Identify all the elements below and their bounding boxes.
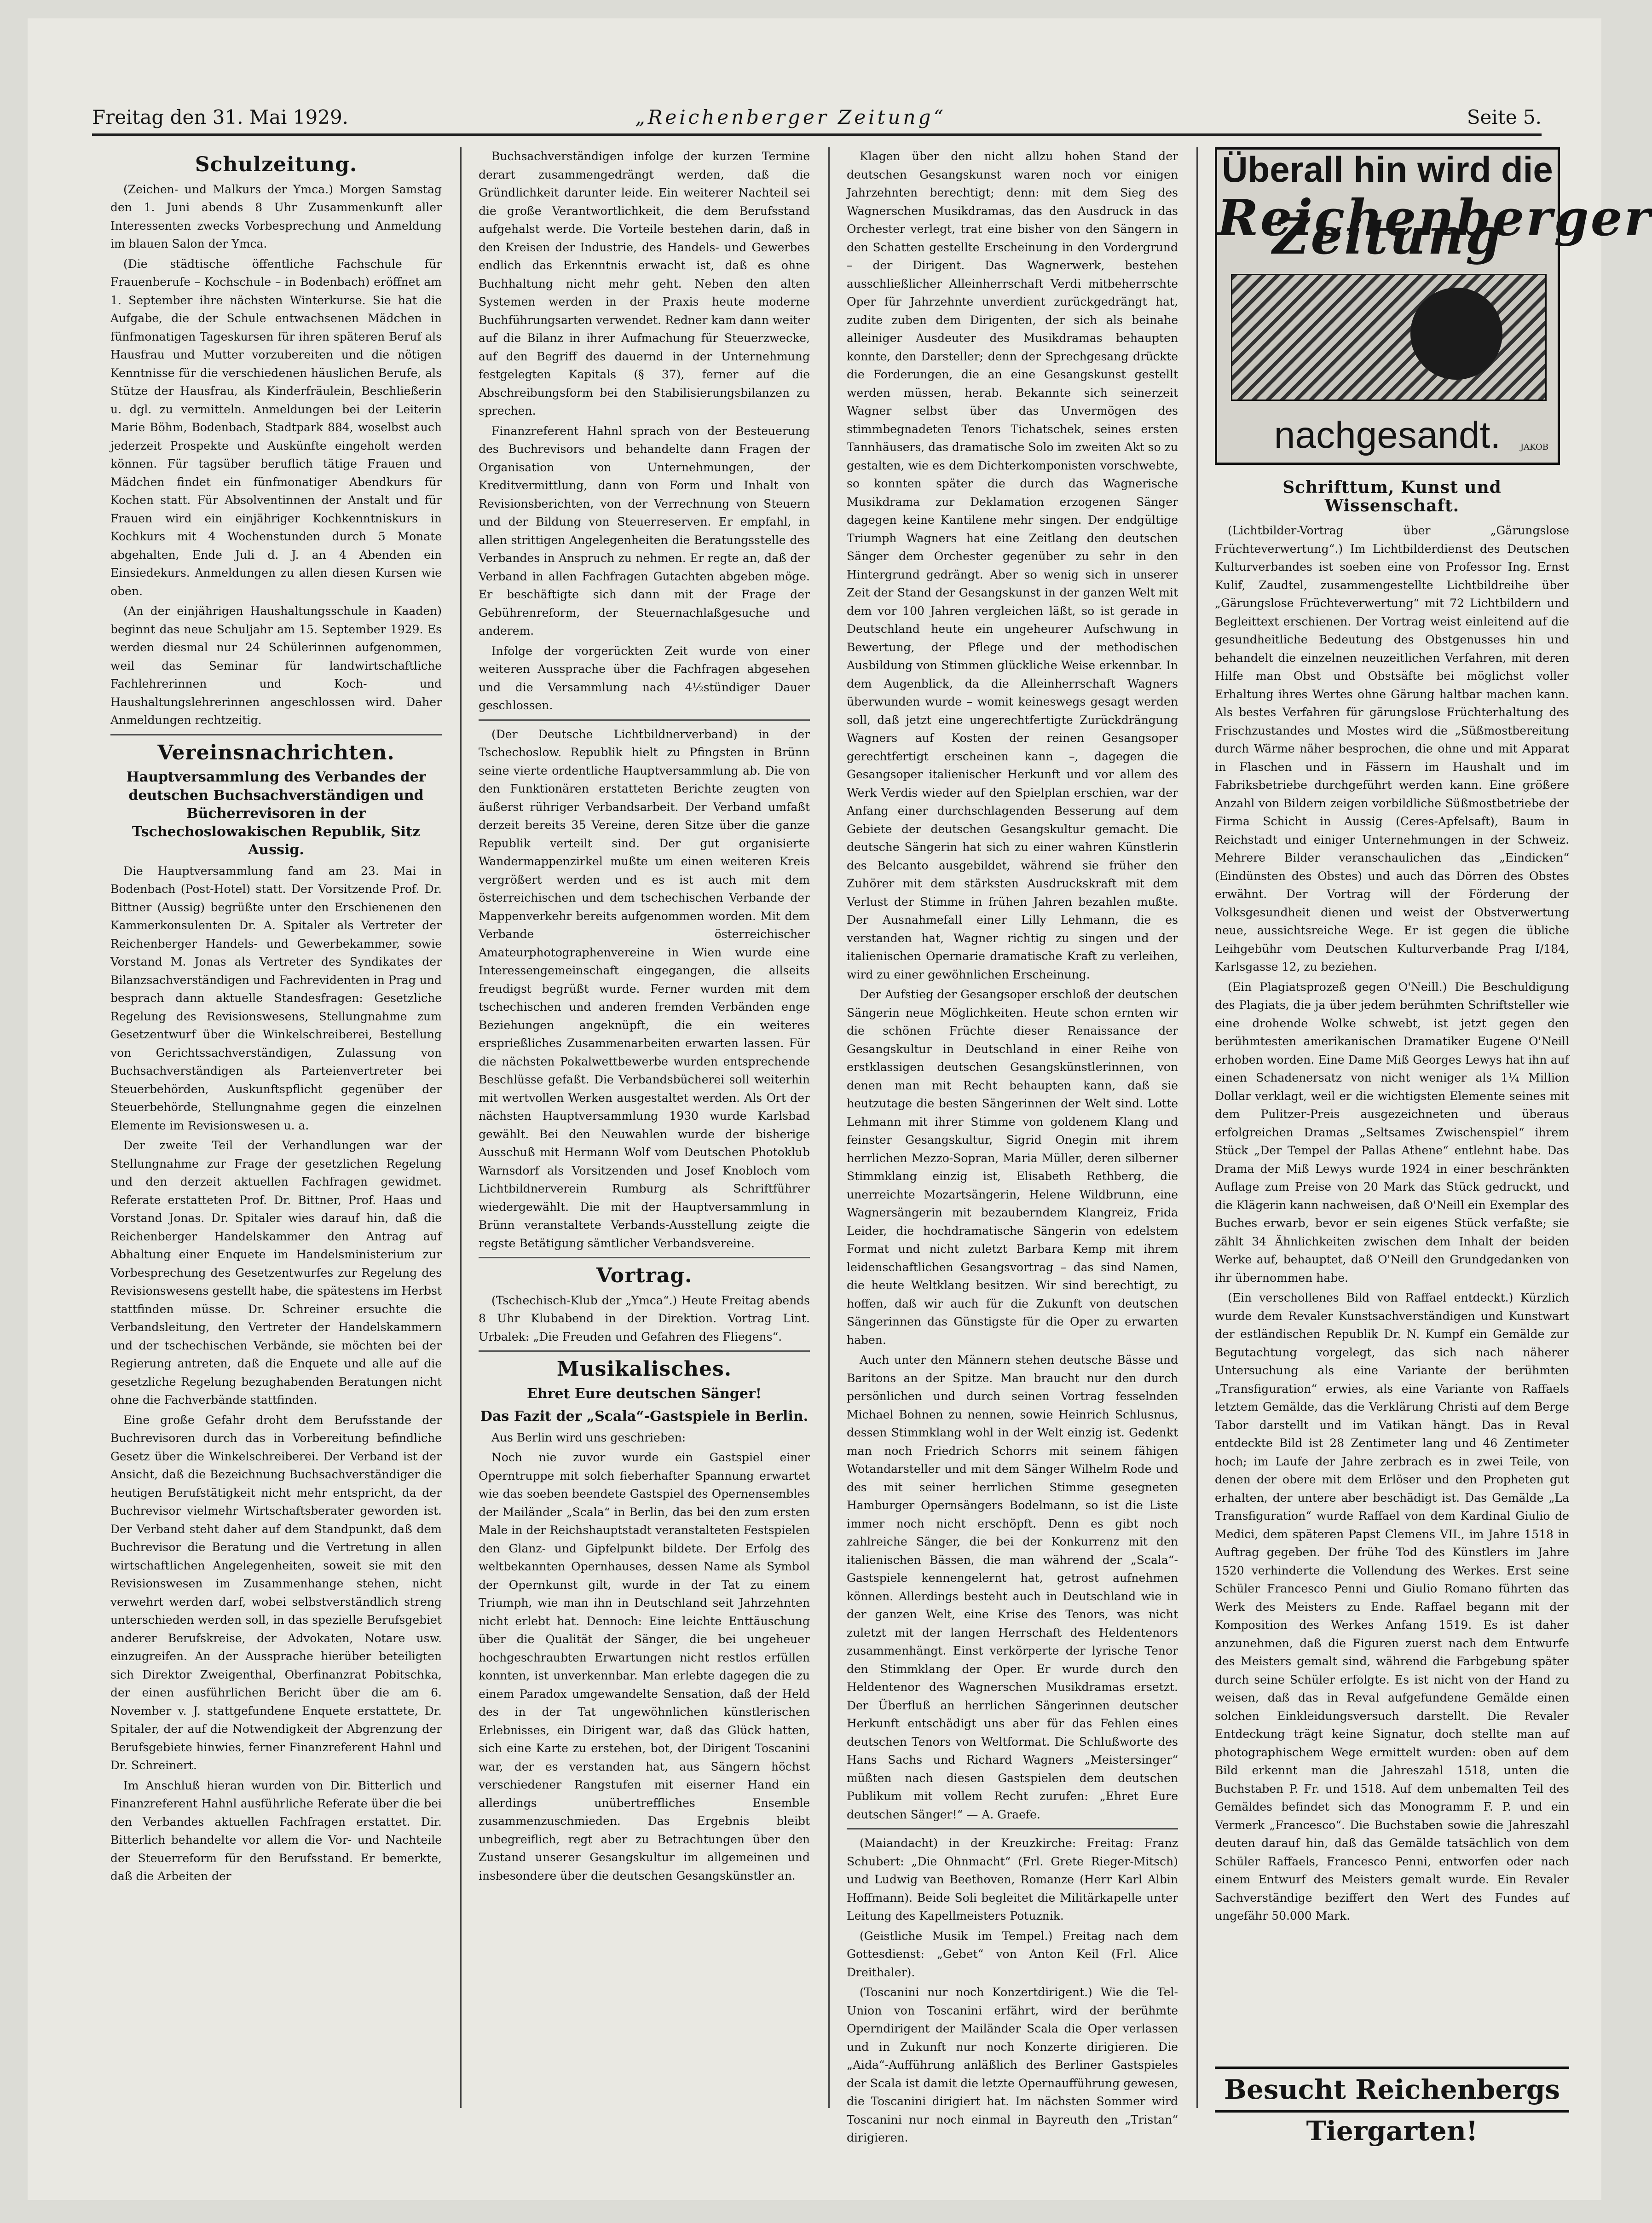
column-2: [479, 147, 810, 2117]
header-date: Freitag den 31. Mai 1929.: [92, 106, 349, 128]
article-paragraph: Noch nie zuvor wurde ein Gastspiel einer Operntruppe mit solch fieberhafter Spannung erwartet wie das soeben beendete Gastspiel des Opernensembles der Mailänder „Scala“ in Berlin, das bei den zum ersten Male in der Reichshauptstadt veranstalteten Festspielen den Glanz- und Gipfelpunkt bildete. Der Erfolg des weltbekannten Opernhauses, dessen Name als Symbol der Opernkunst gilt, wurde in der Tat zu einem Triumph, wie man ihn in Deutschland seit Jahrzehnten nicht erlebt hat. Dennoch: Eine leichte Enttäuschung über die Qualität der Sänger, die bei ungeheuer hochgeschraubten Erwartungen nicht restlos erfüllen konnten, ist unverkennbar. Man erlebte dagegen die zu einem Paradox umgewandelte Sensation, daß der Held des in der Tat ungewöhnlichen künstlerischen Erlebnisses, ein Dirigent war, daß das Glück hatten, sich eine Karte zu erstehen, bot, der Dirigent Toscanini war, der es verstanden hat, aus Sängern höchst verschiedener Rangstufen mit eiserner Hand ein allerdings unübertreffliches Ensemble zusammenzuschmieden. Das Ergebnis bleibt unbegreiflich, regt aber zu Betrachtungen über den Zustand unserer Gesangskultur im allgemeinen und insbesondere über die deutschen Gesangskünstler an.: [479, 1451, 810, 1882]
article-paragraph: (Toscanini nur noch Konzertdirigent.) Wie die Tel-Union von Toscanini erfährt, wird der berühmte Operndirigent der Mailänder Scala die Oper verlassen und in Zukunft nur noch Konzerte dirigieren. Die „Aida“-Aufführung anläßlich des Berliner Gastspieles der Scala ist damit die letzte Opernaufführung gewesen, die Toscanini dirigiert hat. Im nächsten Sommer wird Toscanini nur noch einmal in Bayreuth den „Tristan“ dirigieren.: [847, 1986, 1178, 2144]
newspaper-page: [28, 18, 1652, 2200]
article-paragraph: Finanzreferent Hahnl sprach von der Besteuerung des Buchrevisors und behandelte dann Fragen der Organisation von Unternehmungen, der Kreditvermittlung, dann von Form und Inhalt von Revisionsberichten, von der Verrechnung von Steuern und der Bildung von Steuerreserven. Er empfahl, in allen strittigen Angelegenheiten die Beratungsstelle des Verbandes in Anspruch zu nehmen. Er regte an, daß der Verband in allen Fachfragen Gutachten abgeben möge. Er beschäftigte sich dann mit der Frage der Gebührenreform, der Steuernachlaßgesuche und anderem.: [479, 424, 810, 637]
article-paragraph: (Tschechisch-Klub der „Ymca“.) Heute Freitag abends 8 Uhr Klubabend in der Direktion. Vortrag Lint. Urbalek: „Die Freuden und Gefahren des Fliegens“.: [479, 1293, 810, 1343]
article-paragraph: Die Hauptversammlung fand am 23. Mai in Bodenbach (Post-Hotel) statt. Der Vorsitzende Prof. Dr. Bittner (Aussig) begrüßte unter den Erschienenen den Kammerkonsulenten Dr. A. Spitaler als Vertreter der Reichenberger Handels- und Gewerbekammer, sowie Vorstand M. Jonas als Vertreter des Syndikates der Bilanzsachverständigen und Fachrevidenten in Prag und besprach dann aktuelle Standesfragen: Gesetzliche Regelung des Revisionswesens, Stellungnahme zum Gesetzentwurf über die Winkelschreiberei, Bestellung von Gerichtssachverständigen, Zulassung von Buchsachverständigen als Parteienvertreter bei Steuerbehörden, Auskunftspflicht gegenüber der Steuerbehörde, Stellungnahme gegen die einzelnen Elemente im Revisionswesen u. a.: [110, 864, 442, 1132]
article-paragraph: Buchsachverständigen infolge der kurzen Termine derart zusammengedrängt werden, daß die Gründlichkeit darunter leide. Ein weiterer Nachteil sei die große Verantwortlichkeit, die dem Berufsstand aufgehalst werde. Die Vorteile bestehen darin, daß in den Kreisen der Industrie, des Handels- und Gewerbes endlich das Erkenntnis erwacht ist, daß es ohne Buchhaltung nicht mehr geht. Neben den alten Systemen werden in der Praxis heute moderne Buchführungsarten verwendet. Redner kam dann weiter auf die Bilanz in ihrer Aufmachung für Steuerzwecke, auf den Begriff des dauernd in der Unternehmung festgelegten Kapitals (§ 37), ferner auf die Abschreibungsform bei den Stabilisierungsbilanzen zu sprechen.: [479, 150, 810, 417]
page-header: [92, 87, 1542, 136]
article-paragraph: (Ein verschollenes Bild von Raffael entdeckt.) Kürzlich wurde dem Revaler Kunstsachverständigen und Kunstwart der estländischen Republik Dr. N. Kumpf ein Gemälde zur Begutachtung vorgelegt, das sich nach näherer Untersuchung als eine Variante der berühmten „Transfiguration“ erwies, als eine Variante von Raffaels letztem Gemälde, das die Verklärung Christi auf dem Berge Tabor darstellt und im Vatikan hängt. Das in Reval entdeckte Bild ist 28 Zentimeter lang und 46 Zentimeter hoch; im Laufe der Jahre zerbrach es in zwei Teile, von denen der obere mit dem Erlöser und den Propheten gut erhalten, der untere aber beschädigt ist. Das Gemälde „La Transfiguration“ wurde Raffael von dem Kardinal Giulio de Medici, dem späteren Papst Clemens VII., im Jahre 1518 in Auftrag gegeben. Der frühe Tod des Künstlers im Jahre 1520 verhinderte die Vollendung des Werkes. Erst seine Schüler Francesco Penni und Giulio Romano führten das Werk des Meisters zu Ende. Raffael begann mit der Komposition des Werkes Anfang 1519. Es ist daher anzunehmen, daß die Figuren zuerst nach dem Entwurfe des Meisters gemalt sind, während die Farbgebung später durch seine Schüler erfolgte. Es ist nicht von der Hand zu weisen, daß das in Reval aufgefundene Gemälde einen solchen Einkleidungsversuch darstellt. Die Revaler Entdeckung trägt keine Signatur, doch stellte man auf photographischem Wege ermittelt wurden: oben auf dem Bild erkennt man die Jahreszahl 1518, unten die Buchstaben P. Fr. und 1518. Auf dem unbemalten Teil des Gemäldes befindet sich das Monogramm F. P. und ein Vermerk „Francesco“. Die Buchstaben sowie die Jahreszahl deuten darauf hin, daß das Gemälde tatsächlich von dem Schüler Raffaels, Francesco Penni, entworfen oder nach einem Entwurf des Meisters gemalt wurde. Ein Revaler Sachverständige beziffert den Wert des Fundes auf ungefähr 50.000 Mark.: [1215, 1291, 1569, 1922]
article-paragraph: (An der einjährigen Haushaltungsschule in Kaaden) beginnt das neue Schuljahr am 15. September 1929. Es werden diesmal nur 24 Schülerinnen aufgenommen, weil das Seminar für landwirtschaftliche Fachlehrerinnen und Koch- und Haushaltungslehrerinnen angeschlossen wird. Daher Anmeldungen rechtzeitig.: [110, 604, 442, 727]
footer-advertisement: Besucht Reichenbergs Tiergarten!: [1215, 2067, 1569, 2113]
article-paragraph: (Der Deutsche Lichtbildnerverband) in der Tschechoslow. Republik hielt zu Pfingsten in Brünn seine vierte ordentliche Hauptversammlung ab. Die von den Funktionären erstatteten Berichte zeugten von äußerst rühriger Verbandsarbeit. Der Verband umfaßt derzeit bereits 35 Vereine, deren Sitze über die ganze Republik verteilt sind. Der gut organisierte Wandermappenzirkel mußte um einen weiteren Kreis vergrößert werden und es ist auch mit dem österreichischen und dem tschechischen Verbande der Mappenverkehr bereits aufgenommen worden. Mit dem Verbande österreichischer Amateurphotographenvereine in Wien wurde eine Interessengemeinschaft eingegangen, die allseits freudigst begrüßt wurde. Ferner wurden mit dem tschechischen und anderen fremden Verbänden enge Beziehungen angeknüpft, die ein weiteres ersprießliches Zusammenarbeiten erwarten lassen. Für die nächsten Pokalwettbewerbe wurden entsprechende Beschlüsse gefaßt. Die Verbandsbücherei soll weiterhin mit wertvollen Werken ausgestaltet werden. Als Ort der nächsten Hauptversammlung 1930 wurde Karlsbad gewählt. Bei den Neuwahlen wurde der bisherige Ausschuß mit Hermann Wolf vom Deutschen Photoklub Warnsdorf als Vorsitzenden und Josef Knobloch vom Lichtbildnerverein Rumburg als Schriftführer wiedergewählt. Die mit der Hauptversammlung in Brünn veranstaltete Verbands-Ausstellung zeigte die regste Betätigung sämtlicher Verbandsvereine.: [479, 727, 810, 1250]
article-paragraph: Eine große Gefahr droht dem Berufsstande der Buchrevisoren durch das in Vorbereitung befindliche Gesetz über die Winkelschreiberei. Der Verband ist der Ansicht, daß die Bezeichnung Buchsachverständiger die heutigen Berufstätigkeit nicht mehr entspricht, da der Buchrevisor vielmehr Wirtschaftsberater geworden ist. Der Verband steht daher auf dem Standpunkt, daß dem Buchrevisor die Beratung und die Vertretung in allen wirtschaftlichen Angelegenheiten, soweit sie mit den Revisionswesen im Zusammenhange stehen, nicht verwehrt werden darf, wobei selbstverständlich streng unterschieden werden soll, in das spezielle Berufsgebiet anderer Berufskreise, der Advokaten, Notare usw. einzugreifen. An der Aussprache hierüber beteiligten sich Direktor Zweigenthal, Oberfinanzrat Pobitschka, der einen ausführlichen Bericht über die am 6. November v. J. stattgefundene Enquete erstattete, Dr. Spitaler, der auf die Notwendigkeit der Abgrenzung der Berufsgebiete hinwies, ferner Finanzreferent Hahnl und Dr. Schreinert.: [110, 1413, 442, 1772]
article-paragraph: (Die städtische öffentliche Fachschule für Frauenberufe – Kochschule – in Bodenbach) eröffnet am 1. September ihre nächsten Winterkurse. Sie hat die Aufgabe, die der Schule entwachsenen Mädchen in fünfmonatigen Tageskursen für ihren späteren Beruf als Hausfrau und Mutter vorzubereiten und die nötigen Kenntnisse für die verschiedenen häuslichen Berufe, als Stütze der Hausfrau, als Kinderfräulein, Beschließerin u. dgl. zu vermitteln. Anmeldungen bei der Leiterin Marie Böhm, Bodenbach, Stadtpark 884, woselbst auch jederzeit Prospekte und Auskünfte eingeholt werden können. Für tagsüber beruflich tätige Frauen und Mädchen findet ein fünfmonatiger Abendkurs für Kochen statt. Für Absolventinnen der Anstalt und für Frauen wird ein einjähriger Kochkenntniskurs in Kochkurs mit 4 Wochenstunden durch 5 Monate abgehalten, Ende Juli d. J. an 4 Abenden ein Einsiedekurs. Anmeldungen zu allen diesen Kursen wie oben.: [110, 257, 442, 598]
section-title-schulzeitung: Schulzeitung.: [195, 153, 358, 176]
column-rule: [460, 147, 462, 2108]
article-paragraph: Der zweite Teil der Verhandlungen war der Stellungnahme zur Frage der gesetzlichen Regelung und den derzeit aktuellen Fachfragen gewidmet. Referate erstatteten Prof. Dr. Bittner, Prof. Haas und Vorstand Jonas. Dr. Spitaler wies darauf hin, daß die Reichenberger Handelskammer den Antrag auf Abhaltung einer Enquete im Handelsministerium zur Vorbesprechung des Gesetzentwurfes zur Regelung des Revisionswesens gestellt habe, die spätestens im Herbst stattfinden müsse. Dr. Schreiner ersuchte die Verbandsleitung, den Vertreter der Handelskammern und der tschechischen Verbände, sie möchten bei der Regierung antreten, daß die Enquete und alle auf die gesetzliche Regelung bezughabenden Beratungen nicht ohne die Fachverbände stattfinden.: [110, 1139, 442, 1407]
header-masthead: „Reichenberger Zeitung“: [635, 106, 946, 128]
article-paragraph: (Lichtbilder-Vortrag über „Gärungslose Früchteverwertung“.) Im Lichtbilderdienst des Deutschen Kulturverbandes ist soeben eine von Professor Ing. Ernst Kulif, Zaudtel, zusammengestellte Lichtbildreihe über „Gärungslose Früchteverwertung“ mit 72 Lichtbildern und Begleittext erschienen. Der Vortrag weist einleitend auf die gesundheitliche Bedeutung des Obstgenusses hin und behandelt die einzelnen neuzeitlichen Verfahren, mit deren Hilfe man Obst und Obstsäfte bei möglichst voller Erhaltung ihres Wertes ohne Gärung haltbar machen kann. Als bestes Verfahren für gärungslose Früchterhaltung des Frischzustandes und Mostes wird die „Süßmostbereitung durch Wärme näher besprochen, die ohne und mit Apparat in Flaschen und in Fässern im Haushalt und im Fabriksbetriebe durchgeführt werden kann. Eine größere Anzahl von Bildern zeigen vorbildliche Süßmostbetriebe der Firma Schicht in Aussig (Ceres-Apfelsaft), Baum in Reichstadt und einiger Unternehmungen in der Schweiz. Mehrere Bilder veranschaulichen das „Eindicken“ (Eindünsten des Obstes) und auch das Dörren des Obstes erwähnt. Der Vortrag will der Förderung der Volksgesundheit dienen und weist der Obstverwertung neue, aussichtsreiche Wege. Er ist gegen die übliche Leihgebühr vom Deutschen Kulturverbande Prag I/184, Karlsgasse 12, zu beziehen.: [1215, 524, 1569, 973]
ad-masthead: Reichenberger Zeitung: [1217, 189, 1652, 266]
section-title-vereinsnachrichten: Vereinsnachrichten.: [157, 741, 395, 764]
ad-illustration-disc: [1410, 288, 1502, 380]
article-paragraph: (Zeichen- und Malkurs der Ymca.) Morgen Samstag den 1. Juni abends 8 Uhr Zusammenkunft aller Interessenten zwecks Vorbesprechung und Anmeldung im blauen Salon der Ymca.: [110, 182, 442, 250]
divider: [479, 1257, 810, 1258]
article-paragraph: (Ein Plagiatsprozeß gegen O'Neill.) Die Beschuldigung des Plagiats, die ja über jedem berühmten Schriftsteller wie eine drohende Wolke schwebt, ist jetzt gegen den berühmtesten amerikanischen Dramatiker Eugene O'Neill erhoben worden. Eine Dame Miß Georges Lewys hat ihn auf einen Schadenersatz von nicht weniger als 1¼ Million Dollar verklagt, weil er die wichtigsten Elemente seines mit dem Pulitzer-Preis ausgezeichneten und überaus erfolgreichen Dramas „Seltsames Zwischenspiel“ ihrem Stück „Der Tempel der Pallas Athene“ entlehnt habe. Das Drama der Miß Lewys wurde 1924 in einer beschränkten Auflage zum Preise von 20 Mark das Stück gedruckt, und die Klägerin kann nachweisen, daß O'Neill ein Exemplar des Buches erwarb, bevor er sein eigenes Stück verfaßte; sie zählt 34 Ähnlichkeiten zwischen dem Inhalt der beiden Werke auf, behauptet, daß O'Neill den Grundgedanken von ihr übernommen habe.: [1215, 980, 1569, 1285]
column-3: [847, 147, 1178, 2144]
section-title-musikalisches: Musikalisches.: [556, 1357, 732, 1381]
column-4: [1215, 147, 1652, 2117]
divider: [479, 1350, 810, 1352]
article-paragraph: Der Aufstieg der Gesangsoper erschloß der deutschen Sängerin neue Möglichkeiten. Heute schon ernten wir die schönen Früchte dieser Renaissance der Gesangskultur in Deutschland in einer Reihe von erstklassigen deutschen Gesangskünstlerinnen, von denen man mit Recht behaupten kann, daß sie heutzutage die besten Sängerinnen der Welt sind. Lotte Lehmann mit ihrer Stimme von goldenem Klang und feinster Gesangskultur, Sigrid Onegin mit ihrem herrlichen Mezzo-Sopran, Maria Müller, deren silberner Stimmklang einzig ist, Elisabeth Rethberg, die unerreichte Mozartsängerin, Helene Wildbrunn, eine Wagnersängerin mit bezauberndem Klangreiz, Frida Leider, die hochdramatische Sängerin von edelstem Format und nicht zuletzt Barbara Kemp mit ihrem leidenschaftlichen Gesangsvortrag – das sind Namen, die heute Weltklang besitzen. Wir sind berechtigt, zu hoffen, daß wir auch für die Zukunft von deutschen Sängerinnen das Günstigste für die Oper zu erwarten haben.: [847, 988, 1178, 1347]
article-paragraph: (Maiandacht) in der Kreuzkirche: Freitag: Franz Schubert: „Die Ohnmacht“ (Frl. Grete Rieger-Mitsch) und Ludwig van Beethoven, Romanze (Herr Karl Albin Hoffmann). Beide Soli begleitet die Militärkapelle unter Leitung des Kapellmeisters Potuznik.: [847, 1836, 1178, 1922]
article-paragraph: Infolge der vorgerückten Zeit wurde von einer weiteren Aussprache über die Fachfragen abgesehen und die Versammlung nach 4½stündiger Dauer geschlossen.: [479, 644, 810, 712]
article-subheadline: Das Fazit der „Scala“-Gastspiele in Berlin.: [480, 1408, 809, 1424]
article-paragraph: Aus Berlin wird uns geschrieben:: [491, 1430, 686, 1444]
article-paragraph: (Geistliche Musik im Tempel.) Freitag nach dem Gottesdienst: „Gebet“ von Anton Keil (Frl. Alice Dreithaler).: [847, 1929, 1178, 1979]
divider: [847, 1828, 1178, 1829]
ad-artist-signature: JAKOB: [1520, 442, 1548, 452]
divider: [110, 734, 442, 735]
article-paragraph: Im Anschluß hieran wurden von Dir. Bitterlich und Finanzreferent Hahnl ausführliche Referate über die bei den Verbandes aktuellen Fachfragen erstattet. Dir. Bitterlich behandelte vor allem die Vor- und Nachteile der Steuerreform für den Berufsstand. Er bemerkte, daß die Arbeiten der: [110, 1778, 442, 1883]
header-page-number: Seite 5.: [1467, 106, 1542, 128]
article-paragraph: Auch unter den Männern stehen deutsche Bässe und Baritons an der Spitze. Man braucht nur den durch persönlichen und durch seinen Vortrag fesselnden Michael Bohnen zu nennen, sowie Heinrich Schlusnus, dessen Stimmklang wohl in der Welt einzig ist. Gedenkt man noch Friedrich Schorrs mit seinem fähigen Wotandarsteller und mit dem Sänger Wilhelm Rode und des mit seiner herrlichen Stimme gesegneten Hamburger Opernsängers Bodelmann, so ist die Liste immer noch nicht erschöpft. Denn es gibt noch zahlreiche Sänger, die bei der Konkurrenz mit den italienischen Bässen, die man während der „Scala“-Gastspiele kennengelernt hat, getrost aufnehmen können. Allerdings besteht auch in Deutschland wie in der ganzen Welt, eine Krise des Tenors, was nicht zuletzt mit der langen Herrschaft des Heldentenors zusammenhängt. Einst verkörperte der lyrische Tenor den Stimmklang der Oper. Er wurde durch den Heldentenor des Wagnerschen Musikdramas ersetzt. Der Überfluß an herrlichen Sängerinnen deutscher Herkunft entschädigt uns aber für das Fehlen eines deutschen Tenors von Weltformat. Die Schlußworte des Hans Sachs und Richard Wagners „Meistersinger“ müßten nach diesen Gastspielen dem deutschen Publikum mit vollem Recht zurufen: „Ehret Eure deutschen Sänger!“ — A. Graefe.: [847, 1353, 1178, 1821]
section-title-vortrag: Vortrag.: [596, 1264, 693, 1287]
column-rule: [828, 147, 830, 2108]
article-paragraph: Klagen über den nicht allzu hohen Stand der deutschen Gesangskunst waren noch vor einigen Jahrzehnten berechtigt; denn: mit dem Sieg des Wagnerschen Musikdramas, das den Ausdruck in das Orchester verlegt, trat eine bisher von den Sängern in den Schatten gestellte Erscheinung in den Vordergrund – der Dirigent. Das Wagnerwerk, bestehen ausschließlicher Alleinherrschaft Verdi mitbeherrschte Oper für Jahrzehnte unverdient zurückgedrängt hat, zudite zuben dem Dirigenten, der sich als beinahe alleiniger Ausdeuter des Musikdramas behaupten konnte, den Darsteller; denn der Sprechgesang drückte die Forderungen, die an eine Gesangskunst gestellt werden müssen, herab. Bekannte sich seinerzeit Wagner selbst über das Unvermögen des stimmbegnadeten Tenors Tichatschek, seines ersten Tannhäusers, das dramatische Solo im zweiten Akt so zu gestalten, wie es dem Dichterkomponisten vorschwebte, so konnten später die durch das Wagnerische Musikdrama zur Deklamation erzogenen Sänger dagegen keine Kantilene mehr singen. Der endgültige Triumph Wagners hat eine Zeitlang den deutschen Sänger dem Orchester gegenüber zu sehr in den Hintergrund gedrängt. Aber so wenig sich in unserer Zeit der Stand der Gesangskunst in der ganzen Welt mit dem vor 100 Jahren vergleichen läßt, so ist gerade in Deutschland heute ein ungeheurer Aufschwung in Bewertung, der Pflege und der methodischen Ausbildung von Stimmen glückliche Weise erkennbar. In dem Augenblick, da die Alleinherrschaft Wagners überwunden wurde – womit keineswegs gesagt werden soll, daß jetzt eine ungerechtfertigte Zurückdrängung Wagners auf Kosten der reinen Gesangsoper gerechtfertigt erscheinen kann –, dagegen die Gesangsoper italienischer Herkunft und vor allem des Werk Verdis wieder auf den Spielplan erschien, war der Anfang einer durchschlagenden Besserung auf dem Gebiete der deutschen Gesangskultur gemacht. Die deutsche Sängerin hat sich zu einer wahren Künstlerin des Belcanto ausgebildet, während sie früher den Zuhörer mit dem stärksten Ausdruckskraft mit dem Verlust der Stimme in frühen Jahren bezahlen mußte. Der Ausnahmefall einer Lilly Lehmann, die es verstanden hat, Wagner richtig zu singen und der italienischen Opernarie dramatische Kraft zu verleihen, wird zu einer gewöhnlichen Erscheinung.: [847, 150, 1178, 981]
divider: [479, 719, 810, 721]
ad-headline: Überall hin wird die: [1222, 149, 1553, 190]
article-headline: Hauptversammlung des Verbandes der deutschen Buchsachverständigen und Bücherrevisoren in der Tschechoslowakischen Republik, Sitz Aussig.: [126, 769, 426, 858]
advertisement-reichenberger-zeitung: [1215, 147, 1652, 465]
section-title-schrifttum: Schrifttum, Kunst und Wissenschaft.: [1282, 478, 1502, 515]
article-headline: Ehret Eure deutschen Sänger!: [527, 1385, 762, 1402]
column-1: [110, 147, 442, 2117]
column-rule: [1196, 147, 1198, 2108]
ad-tagline: nachgesandt.: [1274, 414, 1501, 456]
